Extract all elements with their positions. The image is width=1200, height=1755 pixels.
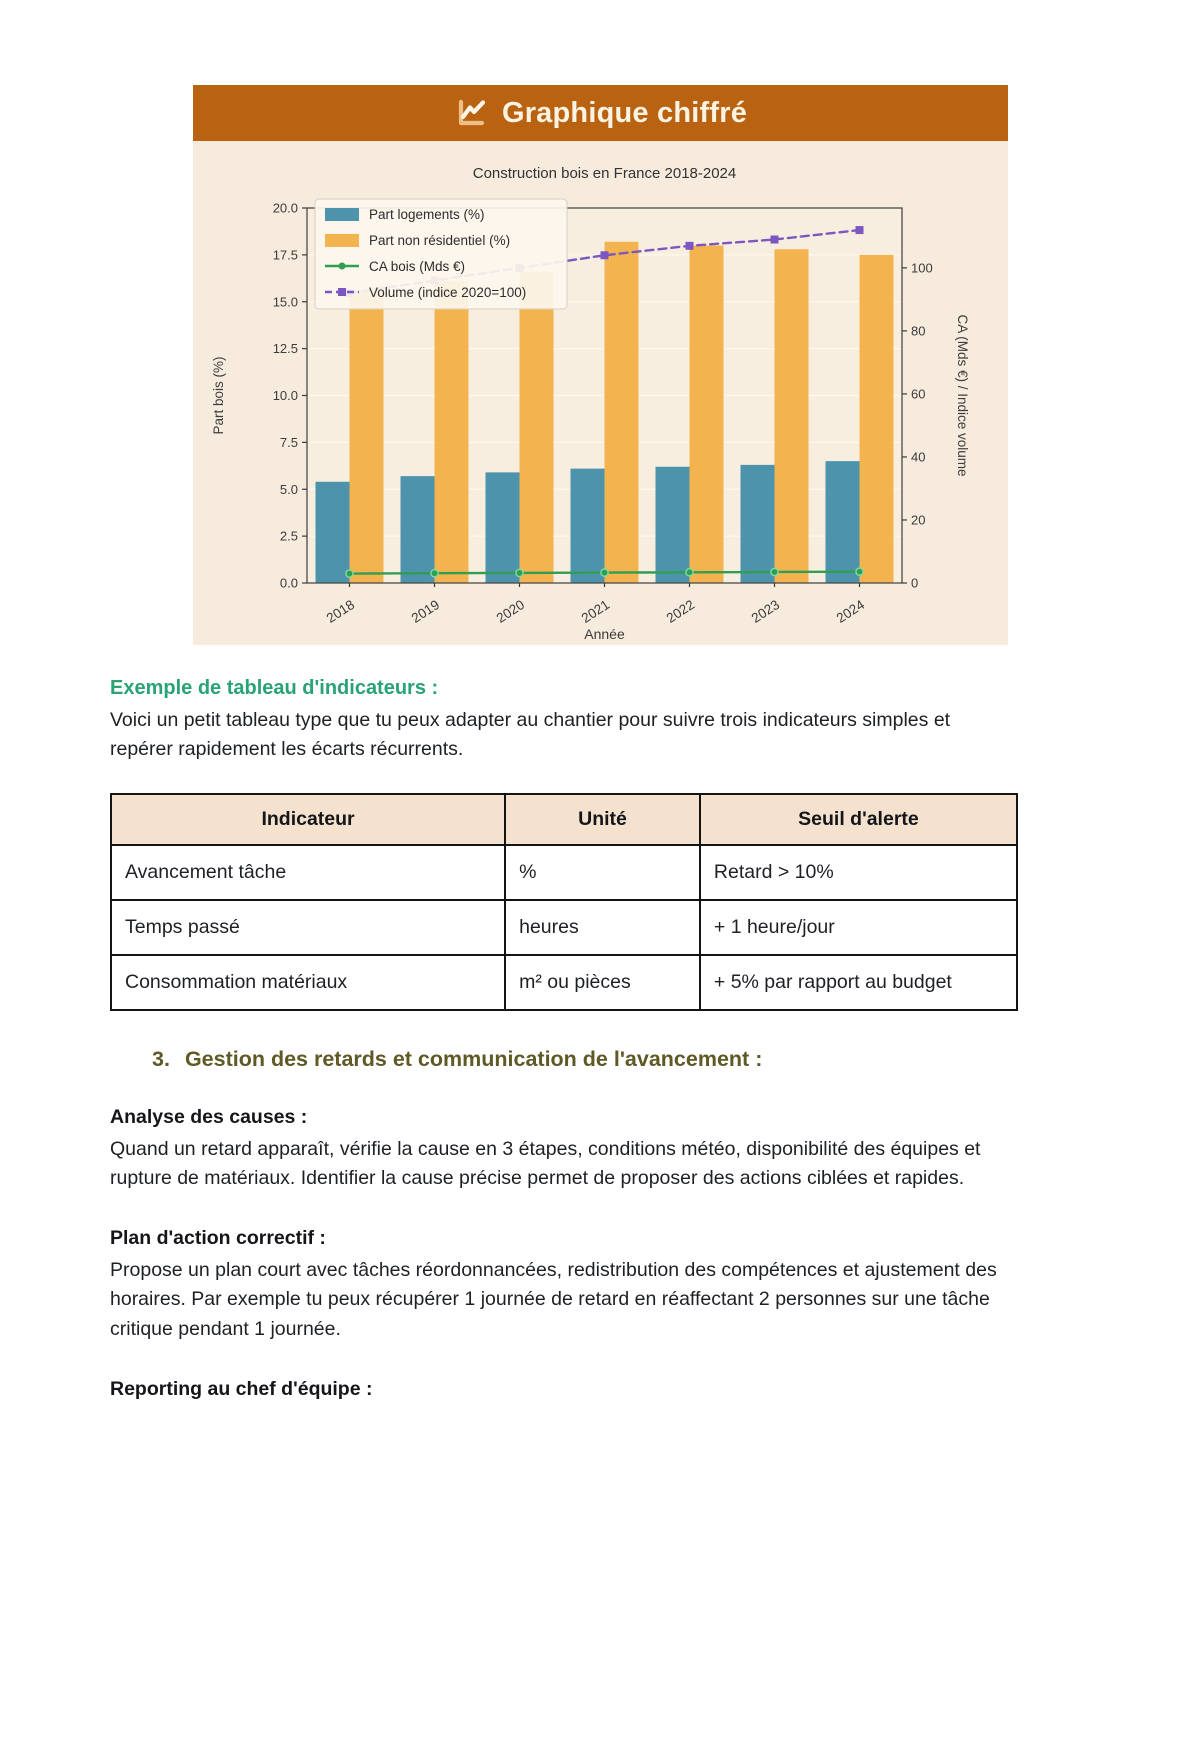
cell-seuil: + 1 heure/jour — [700, 900, 1017, 955]
svg-text:2018: 2018 — [323, 596, 357, 626]
indicators-heading: Exemple de tableau d'indicateurs : — [110, 677, 439, 699]
svg-text:2023: 2023 — [748, 596, 782, 626]
reporting-heading: Reporting au chef d'équipe : — [110, 1377, 373, 1400]
construction-bois-chart — [193, 141, 1008, 645]
plan-action-heading: Plan d'action correctif : — [110, 1227, 326, 1249]
chart-figure — [193, 141, 1008, 645]
analyse-causes-paragraph: Quand un retard apparaît, vérifie la cause en 3 étapes, conditions météo, disponibilité des équipes et rupture de matériaux. Identifier la cause précise permet de proposer des actions ciblées et rapides. — [110, 1137, 981, 1189]
svg-text:2021: 2021 — [578, 596, 612, 626]
analyse-causes-heading: Analyse des causes : — [110, 1105, 308, 1128]
section-number: 3. — [152, 1046, 170, 1071]
svg-text:60: 60 — [910, 386, 925, 402]
chart-ylabel-left: Part bois (%) — [210, 356, 226, 435]
svg-text:2022: 2022 — [663, 596, 697, 626]
page — [0, 85, 1200, 1755]
section-3-heading — [152, 1047, 1018, 1072]
document-body — [110, 677, 1018, 1401]
svg-text:2.5: 2.5 — [279, 528, 298, 544]
line-chart-icon — [453, 95, 489, 131]
svg-text:10.0: 10.0 — [272, 388, 298, 403]
svg-text:20: 20 — [910, 512, 925, 528]
plan-action-paragraph: Propose un plan court avec tâches réordonnancées, redistribution des compétences et ajustement des horaires. Par exemple tu peux récupérer 1 journée de retard en réaffectant 2 personnes sur une tâche critique pendant 1 journée. — [110, 1259, 997, 1340]
chart-legend — [315, 199, 567, 309]
svg-text:2019: 2019 — [408, 596, 442, 626]
chart-card — [193, 85, 1008, 645]
svg-text:0.0: 0.0 — [279, 575, 298, 591]
cell-unite: % — [505, 845, 700, 900]
svg-text:2024: 2024 — [833, 596, 867, 626]
table-row — [111, 955, 1017, 1010]
svg-text:0: 0 — [910, 575, 918, 591]
cell-seuil: Retard > 10% — [700, 845, 1017, 900]
table-row — [111, 845, 1017, 900]
cell-seuil: + 5% par rapport au budget — [700, 955, 1017, 1010]
col-header-seuil: Seuil d'alerte — [700, 794, 1017, 845]
svg-text:CA bois (Mds €): CA bois (Mds €) — [368, 259, 465, 274]
svg-text:Part non résidentiel (%): Part non résidentiel (%) — [368, 233, 510, 248]
svg-text:15.0: 15.0 — [272, 294, 298, 310]
chart-title: Construction bois en France 2018-2024 — [472, 165, 736, 182]
svg-text:Volume (indice 2020=100): Volume (indice 2020=100) — [368, 285, 526, 300]
cell-indicateur: Temps passé — [111, 900, 505, 955]
chart-card-title: Graphique chiffré — [501, 96, 748, 129]
cell-indicateur: Consommation matériaux — [111, 955, 505, 1010]
col-header-unite: Unité — [505, 794, 700, 845]
indicators-table — [110, 793, 1018, 1011]
svg-text:17.5: 17.5 — [272, 247, 298, 263]
cell-unite: heures — [505, 900, 700, 955]
chart-xlabel: Année — [583, 626, 625, 642]
cell-indicateur: Avancement tâche — [111, 845, 505, 900]
svg-text:2020: 2020 — [493, 596, 527, 626]
svg-text:20.0: 20.0 — [272, 200, 298, 216]
col-header-indicateur: Indicateur — [111, 794, 505, 845]
chart-card-header — [193, 85, 1008, 141]
svg-text:12.5: 12.5 — [272, 341, 298, 357]
svg-text:40: 40 — [910, 449, 925, 465]
indicators-intro: Voici un petit tableau type que tu peux adapter au chantier pour suivre trois indicateurs simples et repérer rapidement les écarts récurrents. — [110, 709, 951, 761]
svg-text:80: 80 — [910, 323, 925, 339]
cell-unite: m² ou pièces — [505, 955, 700, 1010]
svg-text:7.5: 7.5 — [279, 434, 298, 450]
svg-text:100: 100 — [910, 260, 933, 276]
section-title: Gestion des retards et communication de l'avancement : — [184, 1046, 763, 1071]
table-row — [111, 900, 1017, 955]
chart-ylabel-right: CA (Mds €) / Indice volume — [954, 314, 970, 477]
table-header-row — [111, 794, 1017, 845]
svg-text:5.0: 5.0 — [279, 481, 298, 497]
svg-text:Part logements (%): Part logements (%) — [368, 207, 485, 222]
